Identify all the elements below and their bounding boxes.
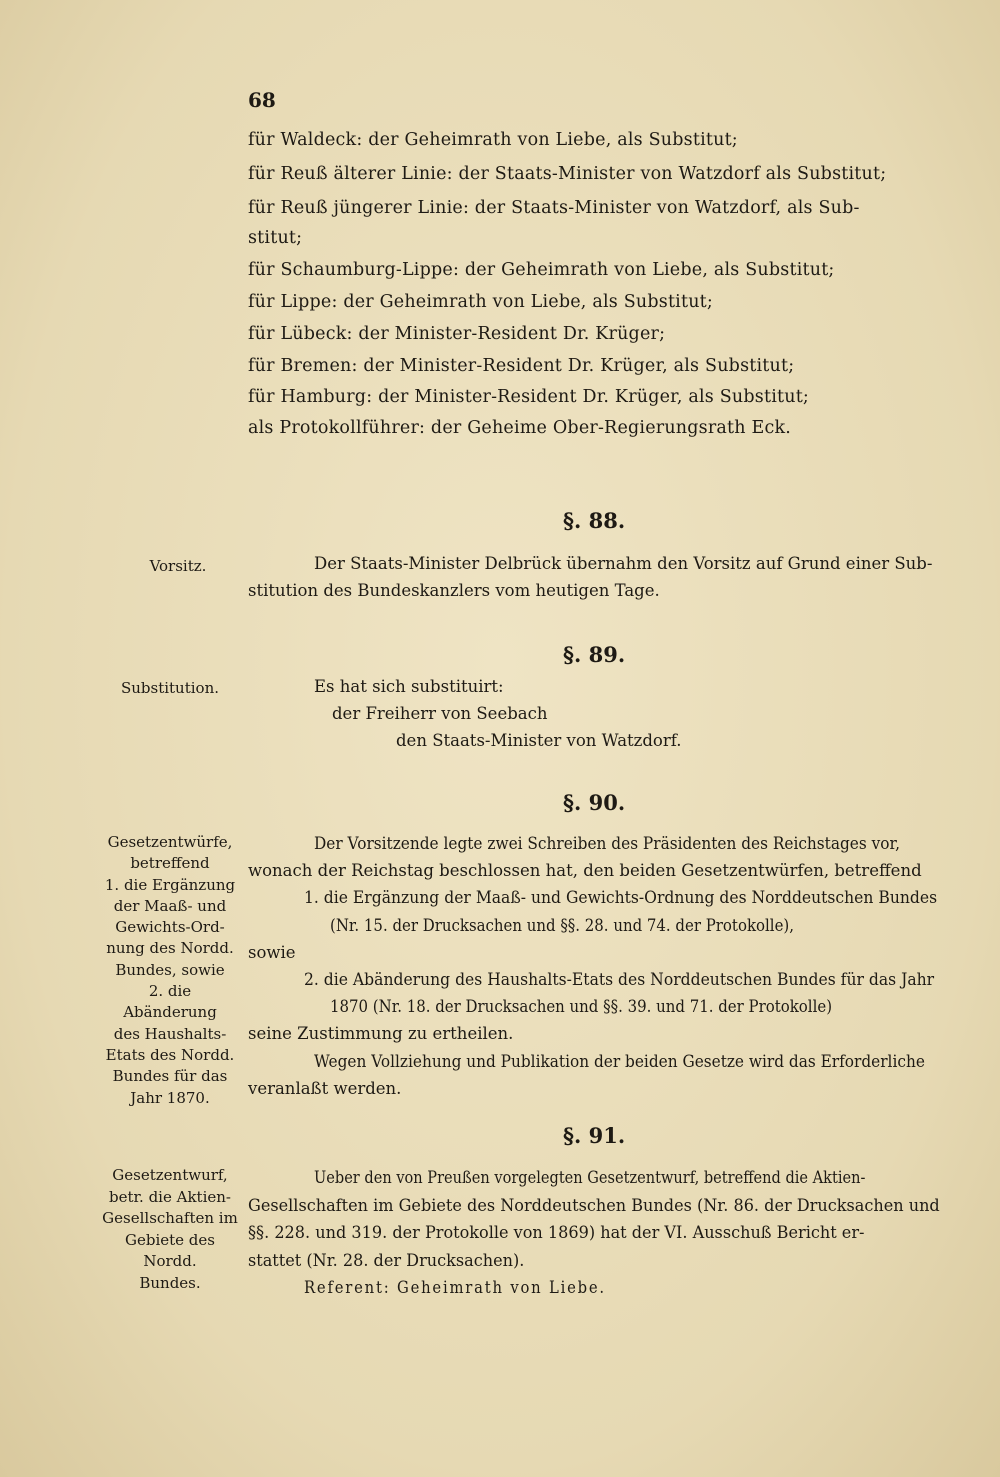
section-91-line-3: §§. 228. und 319. der Protokolle von 1869) hat der VI. Ausschuß Bericht er-	[248, 1223, 865, 1242]
margin-90-line-7: Bundes, sowie	[115, 960, 225, 979]
section-90-line-1: Der Vorsitzende legte zwei Schreiben des Präsidenten des Reichstages vor,	[314, 834, 900, 853]
section-89-line-3: den Staats-Minister von Watzdorf.	[396, 731, 682, 750]
header-line-3: für Reuß jüngerer Linie: der Staats-Minister von Watzdorf, als Sub-	[248, 198, 860, 218]
section-91-line-2: Gesellschaften im Gebiete des Norddeutschen Bundes (Nr. 86. der Drucksachen und	[248, 1195, 940, 1215]
margin-90-line-4: der Maaß- und	[113, 896, 227, 915]
margin-90-line-2: betreffend	[130, 854, 210, 873]
section-90-line-10: veranlaßt werden.	[248, 1078, 402, 1098]
margin-90-line-1: Gesetzentwürfe,	[107, 833, 233, 851]
margin-90-line-8: 2. die Abänderung	[123, 982, 217, 1022]
section-88-line-2: stitution des Bundeskanzlers vom heutigen Tage.	[248, 581, 660, 600]
margin-90-line-10: Etats des Nordd.	[105, 1045, 235, 1064]
section-89-line-1: Es hat sich substituirt:	[314, 677, 504, 696]
section-heading-91: §. 91.	[563, 1123, 626, 1148]
margin-91-line-5: Bundes.	[139, 1273, 201, 1292]
margin-91-line-3: Gesellschaften im	[102, 1209, 238, 1227]
section-body-88	[248, 550, 933, 604]
section-90-line-2: wonach der Reichstag beschlossen hat, den beiden Gesetzentwürfen, betreffend	[248, 861, 922, 881]
header-line-2: für Reuß älterer Linie: der Staats-Minister von Watzdorf als Substitut;	[248, 164, 887, 184]
section-90-line-3: 1. die Ergänzung der Maaß- und Gewichts-Ordnung des Norddeutschen Bundes	[304, 888, 938, 908]
header-line-1: für Waldeck: der Geheimrath von Liebe, als Substitut;	[248, 130, 738, 150]
header-line-4: stitut;	[248, 228, 303, 248]
margin-90-line-12: Jahr 1870.	[130, 1088, 210, 1107]
margin-note-89: Substitution.	[120, 679, 220, 697]
header-line-10: als Protokollführer: der Geheime Ober-Regierungsrath Eck.	[248, 418, 792, 438]
margin-91-line-4: Gebiete des Nordd.	[125, 1230, 215, 1270]
section-90-line-4: (Nr. 15. der Drucksachen und §§. 28. und 74. der Protokolle),	[330, 915, 794, 935]
margin-note-88: Vorsitz.	[149, 557, 207, 575]
margin-91-line-1: Gesetzentwurf,	[112, 1166, 228, 1184]
margin-note-90	[100, 832, 240, 1109]
section-90-line-9: Wegen Vollziehung und Publikation der beiden Gesetze wird das Erforderliche	[314, 1051, 925, 1071]
margin-90-line-11: Bundes für das	[112, 1067, 228, 1086]
section-heading-90: §. 90.	[563, 790, 626, 815]
header-line-6: für Lippe: der Geheimrath von Liebe, als Substitut;	[248, 292, 714, 312]
section-90-line-8: seine Zustimmung zu ertheilen.	[248, 1024, 514, 1044]
section-body-89	[248, 673, 682, 754]
margin-91-line-2: betr. die Aktien-	[109, 1187, 231, 1206]
section-91-line-4: stattet (Nr. 28. der Drucksachen).	[248, 1250, 525, 1270]
margin-note-91	[100, 1165, 240, 1294]
section-body-91	[248, 1164, 957, 1302]
margin-90-line-6: nung des Nordd.	[106, 939, 234, 958]
header-line-9: für Hamburg: der Minister-Resident Dr. Krüger, als Substitut;	[248, 387, 810, 407]
section-90-line-6: 2. die Abänderung des Haushalts-Etats des Norddeutschen Bundes für das Jahr	[304, 970, 935, 990]
margin-90-line-5: Gewichts-Ord-	[115, 918, 225, 937]
section-heading-89: §. 89.	[563, 642, 626, 667]
header-line-8: für Bremen: der Minister-Resident Dr. Krüger, als Substitut;	[248, 356, 795, 376]
section-91-line-1: Ueber den von Preußen vorgelegten Gesetzentwurf, betreffend die Aktien-	[314, 1168, 866, 1187]
section-90-line-7: 1870 (Nr. 18. der Drucksachen und §§. 39. und 71. der Protokolle)	[330, 997, 833, 1017]
margin-90-line-3: 1. die Ergänzung	[104, 875, 236, 894]
section-body-90	[248, 830, 938, 1102]
header-line-7: für Lübeck: der Minister-Resident Dr. Krüger;	[248, 324, 666, 344]
page-number: 68	[248, 88, 276, 112]
header-line-5: für Schaumburg-Lippe: der Geheimrath von Liebe, als Substitut;	[248, 260, 835, 280]
section-91-line-5: Referent: Geheimrath von Liebe.	[304, 1278, 606, 1297]
section-88-line-1: Der Staats-Minister Delbrück übernahm den Vorsitz auf Grund einer Sub-	[314, 554, 933, 573]
section-89-line-2: der Freiherr von Seebach	[332, 704, 548, 723]
section-heading-88: §. 88.	[563, 508, 626, 533]
section-90-line-5: sowie	[248, 942, 296, 962]
margin-90-line-9: des Haushalts-	[113, 1024, 227, 1043]
